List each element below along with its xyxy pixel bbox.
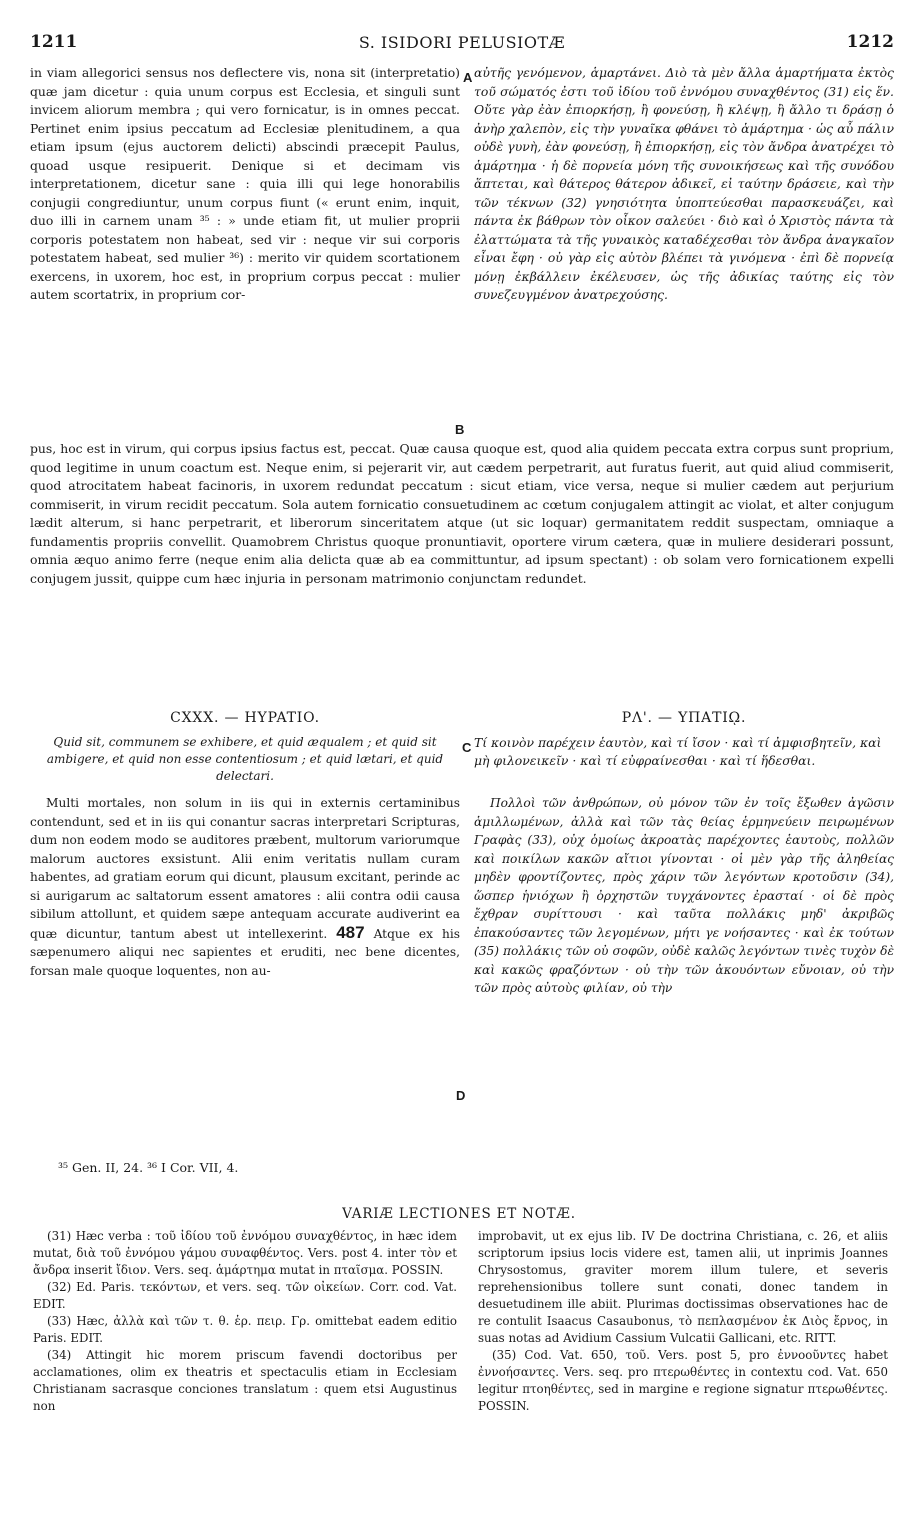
latin-summary: Quid sit, communem se exhibere, et quid æqualem ; et quid sit ambigere, et quid non esse contentiosum ; et quid lætari, et quid delectari. bbox=[46, 735, 444, 783]
greek-letter-body bbox=[474, 794, 894, 998]
latin-column-top bbox=[30, 64, 460, 305]
note-31: (31) Hæc verba : τοῦ ἰδίου τοῦ ἐννόμου συναχθέντος, in hæc idem mutat, διὰ τοῦ ἐννόμου γάμου συναφθέντος. Vers. post 4. inter τὸν et ἄνδρα inserit ἴδιον. Vers. seq. ἁμάρτημα mutat in πταῖσμα. POSSIN. bbox=[33, 1229, 457, 1277]
latin-body-after: Atque ex his sæpenumero aliqui nec sapientes et eruditi, nec bene dicentes, forsan male quoque loquentes, non au- bbox=[30, 926, 461, 978]
note-35: (35) Cod. Vat. 650, τοῦ. Vers. post 5, pro ἐννοοῦντες habet ἐννοήσαντες. Vers. seq. pro πτερωθέντες in contextu cod. Vat. 650 legitur πτοηθέντες, sed in margine e regione signatur πτερωθέντες. POSSIN. bbox=[478, 1348, 888, 1413]
margin-marker-b: B bbox=[455, 422, 465, 437]
greek-text-top: αὐτῆς γενόμενον, ἁμαρτάνει. Διὸ τὰ μὲν ἄλλα ἁμαρτήματα ἐκτὸς τοῦ σώματός ἐστι τοῦ ἰδίου τοῦ ἐννόμου συναχθέντος (31) εἰς ἕν. Οὔτε γὰρ ἐὰν ἐπιορκήσῃ, ἢ φονεύσῃ, ἢ κλέψῃ, ἢ ἄλλο τι δράσῃ ὁ ἀνὴρ χαλεπὸν, εἰς τὴν γυναῖκα φθάνει τὸ ἁμάρτημα · ὡς αὖ πάλιν οὐδὲ γυνὴ, ἐὰν φονεύσῃ, ἢ ἐπιορκήσῃ, εἰς τὸν ἄνδρα ἀνατρέχει τὸ ἁμάρτημα · ἡ δὲ πορνεία μόνη τῆς συνοικήσεως καὶ τῆς συνόδου ἅπτεται, καὶ θάτερος θάτερον ἀδικεῖ, εἰ ταύτην δράσειε, καὶ τὴν τῶν τέκνων (32) γνησιότητα ὑποπτεύεσθαι παρασκευάζει, καὶ πάντα ἐκ βάθρων τὸν οἶκον σαλεύει · διὸ καὶ ὁ Χριστὸς πάντα τὰ ἐλαττώματα τὰ τῆς γυναικὸς καταδέχεσθαι τὸν ἄνδρα ἀναγκαῖον εἶναι ἔφη · οὐ γὰρ εἰς αὐτὸν βλέπει τὰ γινόμενα · ἐπὶ δὲ πορνείᾳ μόνῃ ἐκβάλλειν ἐκέλευσεν, ὡς τῆς ἀδικίας ταύτης εἰς τὸν συνεζευγμένον ἀνατρεχούσης. bbox=[474, 65, 894, 302]
notes-column-right bbox=[478, 1228, 888, 1415]
greek-body-paragraph: Πολλοὶ τῶν ἀνθρώπων, οὐ μόνον τῶν ἐν τοῖς ἔξωθεν ἀγῶσιν ἁμιλλωμένων, ἀλλὰ καὶ τῶν τὰς θείας ἑρμηνεύειν πειρωμένων Γραφὰς (33), οὐχ ὁμοίως ἀκροατὰς παρέχοντες ἑαυτοὺς, πολλῶν καὶ ποικίλων κακῶν αἴτιοι γίνονται · οἱ μὲν γὰρ τῆς ἀληθείας μηδὲν φροντίζοντες, πρὸς χάριν τῶν λεγόντων κροτοῦσιν (34), ὥσπερ ἡνιόχων ἢ ὀρχηστῶν τυγχάνοντες ἐρασταί · οἱ δὲ πρὸς ἔχθραν συρίττουσι · καὶ ταῦτα πολλάκις μηδ' ἀκριβῶς ἐπακούσαντες τῶν λεγομένων, μήτι γε νοήσαντες · καὶ ἐκ τούτων (35) πολλάκις τῶν οὐ σοφῶν, οὐδὲ καλῶς λεγόντων τινὲς τυχὸν δὲ καὶ κακῶς φραζόντων · οὐ τὴν τῶν ἀκουόντων εὔνοιαν, οὐ τὴν τῶν πρὸς αὐτοὺς φιλίαν, οὐ τὴν bbox=[474, 796, 894, 995]
latin-fullwidth-block bbox=[30, 440, 894, 588]
latin-text-top: in viam allegorici sensus nos deflectere vis, nona sit (interpretatio) quæ jam dicetur : quia unum corpus est Ecclesia, et singuli sunt invicem aliorum membra ; qui vero fornicatur, is in omnes peccat. Pertinet enim ipsius peccatum ad Ecclesiæ plenitudinem, a qua etiam ipsum (ejus auctorem delicti) abscindi præcepit Paulus, quoad usque resipuerit. Denique si et decimam vis interpretationem, dicetur sane : quia illi qui lege honorabilis conjugii congrediuntur, unum corpus fiunt (« erunt enim, inquit, duo illi in carnem unam ³⁵ : » unde etiam fit, ut mulier proprii corporis potestatem non habeat, sed vir : neque vir sui corporis potestatem habeat, sed mulier ³⁶) : merito vir quidem scortationem exercens, in uxorem, hoc est, in proprium corpus peccat : mulier autem scortatrix, in proprium cor- bbox=[30, 65, 460, 302]
latin-summary-block bbox=[30, 734, 460, 785]
latin-letter-title: CXXX. — HYPATIO. bbox=[170, 710, 320, 726]
old-column-number: 487 bbox=[336, 922, 365, 942]
margin-marker-c: C bbox=[462, 740, 472, 755]
notes-title: VARIÆ LECTIONES ET NOTÆ. bbox=[342, 1206, 576, 1222]
greek-column-top bbox=[474, 64, 894, 305]
latin-body-before: Multi mortales, non solum in iis qui in externis certaminibus contendunt, sed et in iis qui conantur sacras interpretari Scripturas, dum non eodem modo se auditores præbent, multorum variorumque malorum auctores exsistunt. Alii enim veritatis nullam curam habentes, ad gratiam eorum qui dicunt, plausum excitant, perinde ac si aurigarum ac saltatorum essent amatores : alii contra odii causa sibilum attollunt, et quidem sæpe antequam accurate audiverint ea quæ dicuntur, tantum abest ut intellexerint. bbox=[30, 796, 460, 941]
greek-letter-title: ΡΛ'. — ΥΠΑΤΙῼ. bbox=[621, 710, 747, 726]
latin-text-full: pus, hoc est in virum, qui corpus ipsius factus est, peccat. Quæ causa quoque est, quod alia quidem peccata extra corpus sunt proprium, quod legitime in unum coactum est. Neque enim, si pejerarit vir, aut cædem perpetrarit, aut furatus fuerit, aut quid aliud commiserit, quod atrocitatem habeat facinoris, in uxorem redundat peccatum : sicut etiam, vice versa, neque si mulier cædem aut perjurium commiserit, in virum recidit peccatum. Sola autem fornicatio consuetudinem ac cœtum conjugalem attingit ac violat, et alter conjugum lædit alterum, si hanc perpetrarit, et liberorum sinceritatem atque (ut sic loquar) germanitatem reddit suspectam, omniaque a fundamentis propriis convellit. Quamobrem Christus quoque pronuntiavit, oportere virum cætera, quæ in muliere desiderari possunt, omnia æquo animo ferre (neque enim alia delicta quæ ab ea committuntur, ad ipsum spectant) : ob solam vero fornicationem expelli conjugem jussit, quippe cum hæc injuria in personam matrimonio conjunctam redundet. bbox=[30, 441, 894, 586]
column-number-right: 1212 bbox=[846, 32, 894, 52]
column-number-left: 1211 bbox=[30, 32, 78, 52]
note-34: (34) Attingit hic morem priscum favendi doctoribus per acclamationes, olim ex theatris et spectaculis etiam in Ecclesiam Christianam sacrasque conciones translatum : quem etsi Augustinus non bbox=[33, 1348, 457, 1413]
scripture-footnotes: ³⁵ Gen. II, 24. ³⁶ I Cor. VII, 4. bbox=[58, 1160, 239, 1175]
greek-summary-block bbox=[474, 734, 894, 769]
margin-marker-d: D bbox=[456, 1088, 466, 1103]
margin-marker-a: A bbox=[463, 70, 473, 85]
page-header bbox=[30, 32, 894, 54]
latin-body-paragraph bbox=[30, 794, 460, 980]
greek-summary: Τί κοινὸν παρέχειν ἑαυτὸν, καὶ τί ἴσον · καὶ τί ἀμφισβητεῖν, καὶ μὴ φιλονεικεῖν · καὶ τί εὐφραίνεσθαι · καὶ τί ἥδεσθαι. bbox=[474, 735, 882, 768]
running-title: S. ISIDORI PELUSIOTÆ bbox=[358, 33, 566, 52]
note-33: (33) Hæc, ἀλλὰ καὶ τῶν τ. θ. ἑρ. πειρ. Γρ. omittebat eadem editio Paris. EDIT. bbox=[33, 1314, 457, 1345]
note-32: (32) Ed. Paris. τεκόντων, et vers. seq. τῶν οἰκείων. Corr. cod. Vat. EDIT. bbox=[33, 1280, 457, 1311]
latin-letter-body bbox=[30, 794, 460, 980]
notes-column-left bbox=[33, 1228, 457, 1415]
note-34-continued: improbavit, ut ex ejus lib. IV De doctrina Christiana, c. 26, et aliis scriptorum ipsius locis videre est, tamen alii, ut inprimis Joannes Chrysostomus, graviter morem illum tulere, et severis reprehensionibus tollere sunt conati, donec tandem in desuetudinem ille abiit. Plurimas doctissimas observationes hac de re contulit Isaacus Casaubonus, τὸ πεπλασμένον ἐκ Διὸς ἔρνος, in suas notas ad Avidium Cassium Vulcatii Gallicani, etc. RITT. bbox=[478, 1229, 888, 1345]
